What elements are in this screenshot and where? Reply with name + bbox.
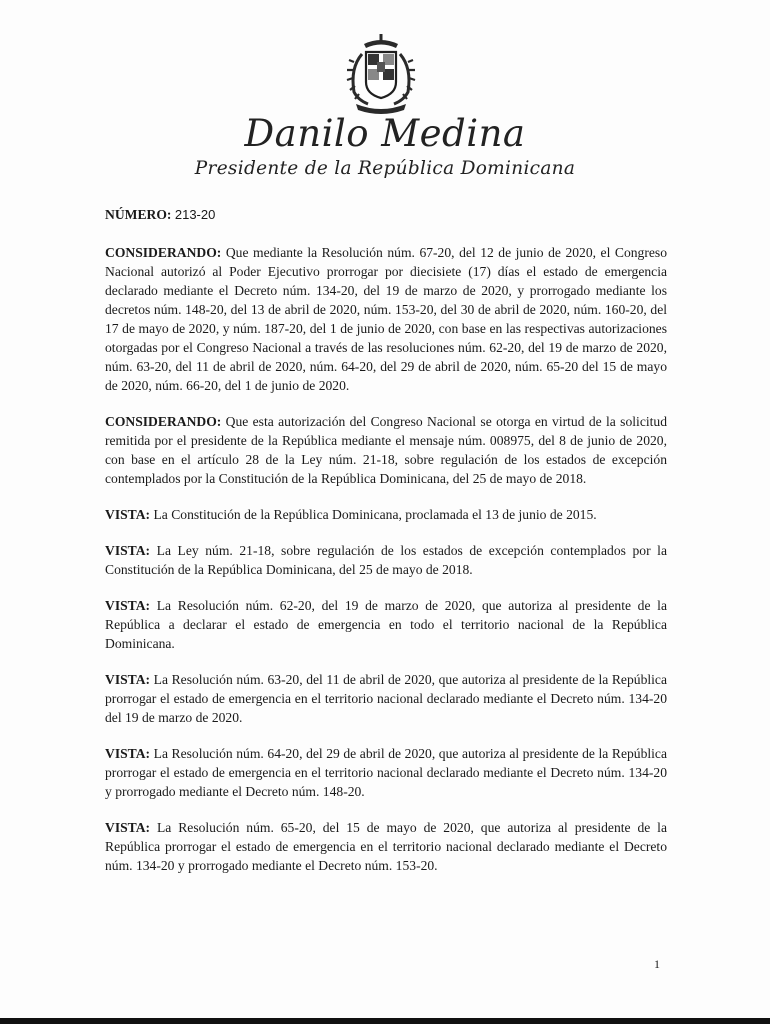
- paragraph-label: VISTA:: [105, 672, 151, 687]
- document-number-value: 213-20: [174, 207, 216, 222]
- paragraph-label: CONSIDERANDO:: [105, 245, 222, 260]
- page-number: 1: [654, 957, 660, 971]
- paragraph-label: VISTA:: [105, 820, 151, 835]
- paragraph-label: VISTA:: [105, 598, 151, 613]
- paragraph-label: VISTA:: [105, 507, 151, 522]
- vista-paragraph: [105, 541, 667, 579]
- signature-title: Presidente de la República Dominicana: [194, 158, 576, 179]
- paragraph-text: Que mediante la Resolución núm. 67-20, del 12 de junio de 2020, el Congreso Nacional autorizó al Poder Ejecutivo prorrogar por diecisiete (17) días el estado de emergencia declarado mediante el Decreto núm. 134-20, del 19 de marzo de 2020, y prorrogado mediante los decretos núm. 148-20, del 13 de abril de 2020, núm. 153-20, del 30 de abril de 2020, núm. 160-20, del 17 de mayo de 2020, y núm. 187-20, del 1 de junio de 2020, con base en las respectivas autorizaciones otorgadas por el Congreso Nacional a través de las resoluciones núm. 62-20, del 19 de marzo de 2020, núm. 63-20, del 11 de abril de 2020, núm. 64-20, del 29 de abril de 2020, núm. 65-20 del 15 de mayo de 2020, núm. 66-20, del 1 de junio de 2020.: [105, 245, 667, 393]
- vista-paragraph: [105, 670, 667, 727]
- paragraph-label: VISTA:: [105, 543, 151, 558]
- vista-paragraph: [105, 505, 667, 524]
- paragraph-text: La Resolución núm. 65-20, del 15 de mayo de 2020, que autoriza al presidente de la República prorrogar el estado de emergencia en el territorio nacional declarado mediante el Decreto núm. 134-20 y prorrogado mediante el Decreto núm. 153-20.: [105, 820, 667, 873]
- signature-name: Danilo Medina: [244, 112, 526, 155]
- paragraph-text: La Ley núm. 21-18, sobre regulación de los estados de excepción contemplados por la Constitución de la República Dominicana, del 25 de mayo de 2018.: [105, 543, 667, 577]
- considerando-paragraph: [105, 243, 667, 395]
- paragraph-label: CONSIDERANDO:: [105, 414, 222, 429]
- paragraph-text: La Resolución núm. 62-20, del 19 de marzo de 2020, que autoriza al presidente de la República a declarar el estado de emergencia en todo el territorio nacional de la República Dominicana.: [105, 598, 667, 651]
- document-number: [105, 205, 667, 224]
- considerando-paragraph: [105, 412, 667, 488]
- paragraph-label: VISTA:: [105, 746, 151, 761]
- vista-paragraph: [105, 596, 667, 653]
- document-number-label: NÚMERO:: [105, 207, 172, 222]
- bottom-divider: [0, 1018, 770, 1024]
- document-body: [105, 205, 667, 892]
- vista-paragraph: [105, 818, 667, 875]
- paragraph-text: La Constitución de la República Dominicana, proclamada el 13 de junio de 2015.: [153, 507, 597, 522]
- paragraph-text: La Resolución núm. 64-20, del 29 de abril de 2020, que autoriza al presidente de la República prorrogar el estado de emergencia en el territorio nacional declarado mediante el Decreto núm. 134-20 y prorrogado mediante el Decreto núm. 148-20.: [105, 746, 667, 799]
- paragraph-text: La Resolución núm. 63-20, del 11 de abril de 2020, que autoriza al presidente de la República prorrogar el estado de emergencia en el territorio nacional declarado mediante el Decreto núm. 134-20 del 19 de marzo de 2020.: [105, 672, 667, 725]
- vista-paragraph: [105, 744, 667, 801]
- paragraph-text: Que esta autorización del Congreso Nacional se otorga en virtud de la solicitud remitida por el presidente de la República mediante el mensaje núm. 008975, del 8 de junio de 2020, con base en el artículo 28 de la Ley núm. 21-18, sobre regulación de los estados de excepción contemplados por la Constitución de la República Dominicana, del 25 de mayo de 2018.: [105, 414, 667, 486]
- coat-of-arms-icon: [342, 34, 420, 116]
